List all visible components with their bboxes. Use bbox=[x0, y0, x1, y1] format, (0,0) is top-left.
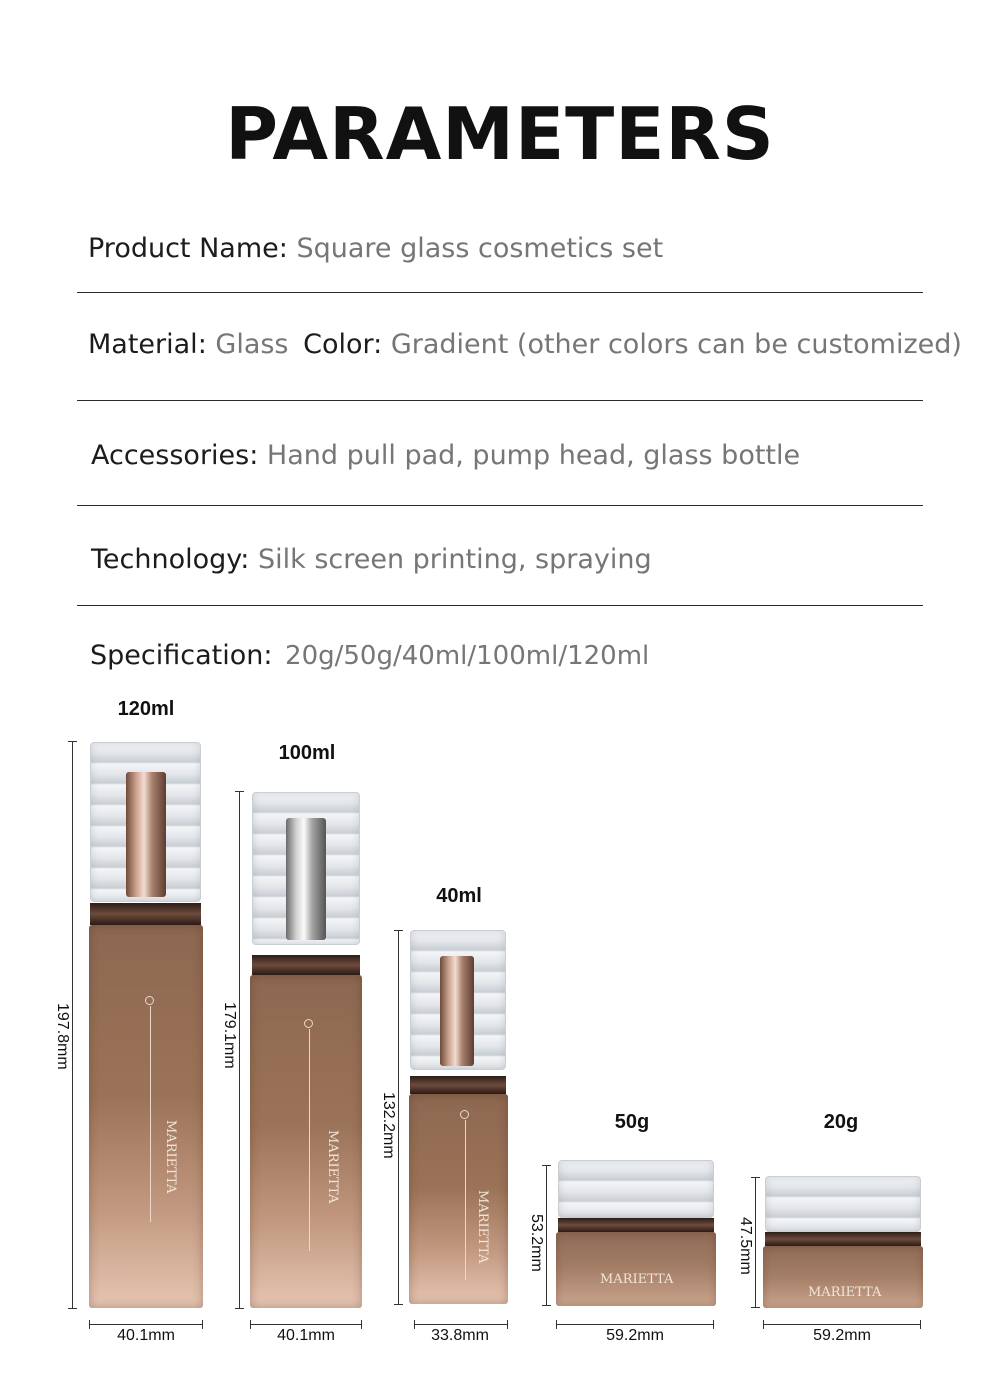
param-material-color bbox=[88, 329, 962, 360]
height-dimension: 179.1mm bbox=[221, 1002, 238, 1069]
jar-body bbox=[556, 1232, 716, 1306]
param-label: Product Name: bbox=[88, 233, 288, 264]
width-dimension-line bbox=[556, 1324, 714, 1325]
param-label: Material: bbox=[88, 329, 207, 360]
width-dimension-line bbox=[414, 1324, 508, 1325]
deco-dot bbox=[145, 996, 154, 1005]
bottle-collar bbox=[252, 955, 360, 975]
deco-line bbox=[309, 1029, 310, 1251]
pump-head bbox=[440, 956, 474, 1066]
brand-text: MARIETTA bbox=[163, 1120, 178, 1194]
size-label-50g: 50g bbox=[614, 1111, 650, 1133]
param-label: Specification: bbox=[90, 640, 273, 671]
param-value: Glass bbox=[215, 329, 289, 360]
brand-text: MARIETTA bbox=[600, 1272, 674, 1287]
bottle-collar bbox=[90, 903, 201, 925]
width-dimension: 33.8mm bbox=[431, 1327, 489, 1344]
deco-dot bbox=[460, 1110, 469, 1119]
divider bbox=[77, 292, 923, 293]
width-dimension-line bbox=[763, 1324, 921, 1325]
deco-line bbox=[465, 1120, 466, 1280]
brand-text: MARIETTA bbox=[475, 1190, 490, 1264]
divider bbox=[77, 400, 923, 401]
bottle-collar bbox=[410, 1076, 506, 1094]
height-dimension: 53.2mm bbox=[528, 1214, 545, 1272]
brand-text: MARIETTA bbox=[325, 1130, 340, 1204]
page-title: PARAMETERS bbox=[225, 92, 775, 176]
jar-collar bbox=[558, 1218, 714, 1232]
width-dimension: 40.1mm bbox=[277, 1327, 335, 1344]
height-dimension-line bbox=[546, 1165, 547, 1306]
size-label-40ml: 40ml bbox=[436, 885, 482, 907]
param-value: 20g/50g/40ml/100ml/120ml bbox=[285, 641, 650, 671]
width-dimension: 59.2mm bbox=[813, 1327, 871, 1344]
height-dimension-line bbox=[239, 791, 240, 1309]
param-specification bbox=[90, 640, 649, 671]
divider bbox=[77, 605, 923, 606]
divider bbox=[77, 505, 923, 506]
jar-lid bbox=[558, 1160, 714, 1218]
size-label-20g: 20g bbox=[823, 1111, 859, 1133]
param-value: Square glass cosmetics set bbox=[296, 233, 664, 264]
param-value: Hand pull pad, pump head, glass bottle bbox=[266, 440, 801, 471]
width-dimension: 40.1mm bbox=[117, 1327, 175, 1344]
param-label: Color: bbox=[303, 329, 383, 360]
width-dimension: 59.2mm bbox=[606, 1327, 664, 1344]
size-label-120ml: 120ml bbox=[117, 698, 175, 720]
height-dimension-line bbox=[72, 741, 73, 1309]
pump-head bbox=[286, 818, 326, 940]
param-label: Technology: bbox=[91, 544, 250, 575]
bottle-body bbox=[409, 1094, 508, 1304]
param-technology bbox=[91, 544, 652, 575]
deco-dot bbox=[304, 1019, 313, 1028]
param-product-name bbox=[88, 233, 663, 264]
height-dimension-line bbox=[398, 930, 399, 1305]
pump-head bbox=[126, 772, 166, 897]
height-dimension-line bbox=[755, 1177, 756, 1308]
brand-text: MARIETTA bbox=[808, 1285, 882, 1300]
height-dimension: 47.5mm bbox=[737, 1217, 754, 1275]
bottle-body bbox=[89, 925, 203, 1308]
height-dimension: 197.8mm bbox=[54, 1003, 71, 1070]
jar-lid bbox=[765, 1176, 921, 1232]
deco-line bbox=[150, 1006, 151, 1222]
param-label: Accessories: bbox=[91, 440, 259, 471]
size-label-100ml: 100ml bbox=[278, 742, 336, 764]
param-accessories bbox=[91, 440, 800, 471]
param-value: Silk screen printing, spraying bbox=[257, 544, 652, 575]
height-dimension: 132.2mm bbox=[380, 1092, 397, 1159]
width-dimension-line bbox=[89, 1324, 203, 1325]
width-dimension-line bbox=[250, 1324, 362, 1325]
jar-collar bbox=[765, 1232, 921, 1246]
param-value: Gradient (other colors can be customized) bbox=[390, 329, 962, 360]
